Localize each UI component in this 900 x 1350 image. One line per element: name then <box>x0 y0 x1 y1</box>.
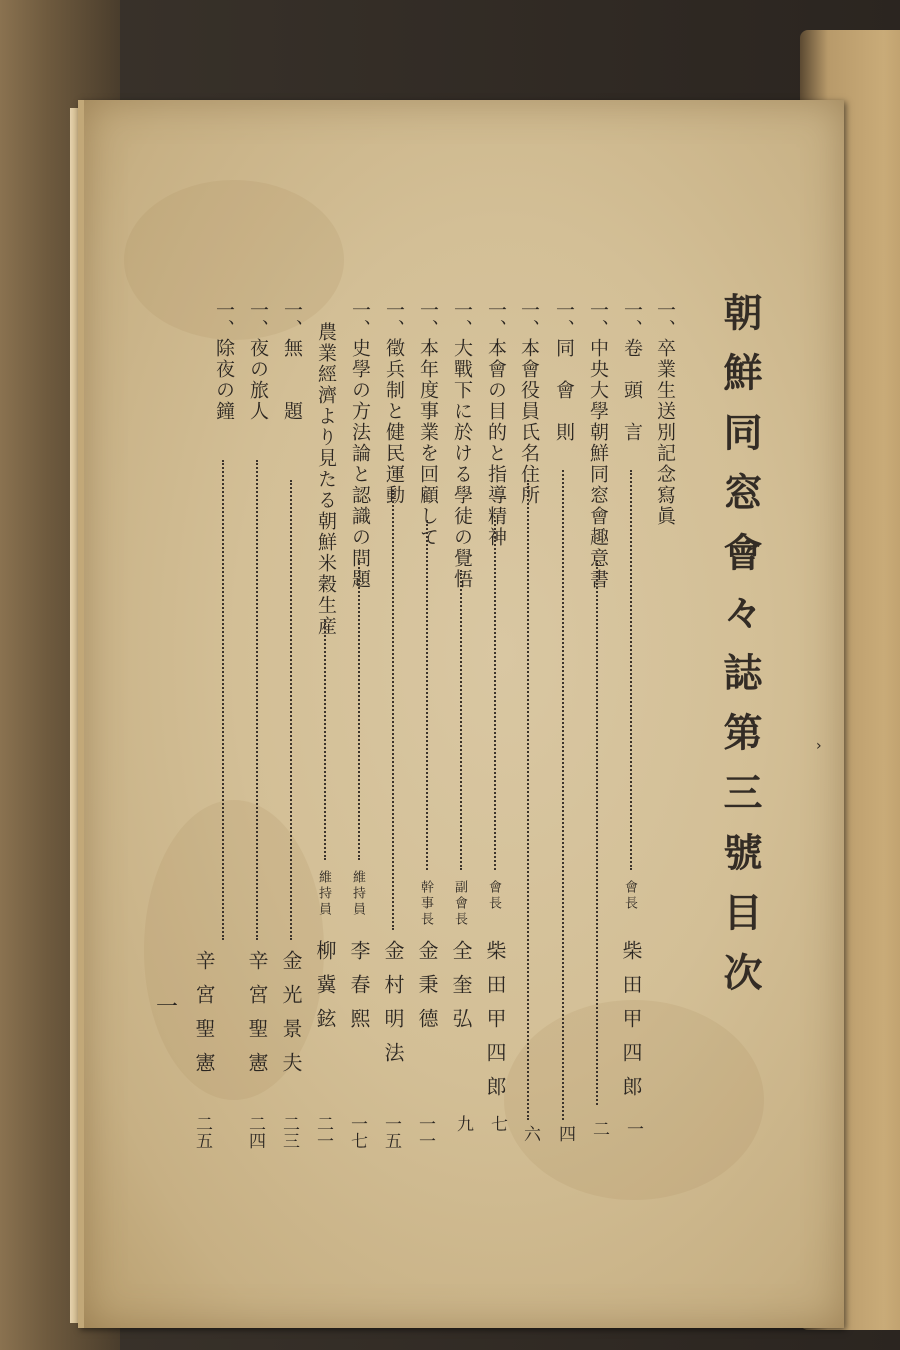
toc-entry: 一、大戰下に於ける學徒の覺悟 <box>451 300 473 590</box>
author-name: 全奎弘 <box>449 940 473 1042</box>
toc-entry: 一、中央大學朝鮮同窓會趣意書 <box>587 300 609 590</box>
leader-dots <box>324 620 326 860</box>
page-number: 七 <box>487 1115 507 1132</box>
toc-entry: 一、卒業生送別記念寫眞 <box>654 300 676 527</box>
toc-entry: 一、本年度事業を回顧して <box>417 300 439 548</box>
author-role: 維持員 <box>316 870 331 918</box>
toc-entry: 一、本會の目的と指導精神 <box>485 300 507 548</box>
author-name: 柴田甲四郎 <box>619 940 643 1110</box>
page-title: 朝鮮同窓會々誌第三號目次 <box>717 292 763 1012</box>
toc-entry: 一、夜の旅人 <box>247 300 269 422</box>
page-number: 二 <box>589 1120 609 1137</box>
page-number: 二一 <box>313 1115 333 1149</box>
leader-dots <box>596 560 598 1105</box>
author-name: 柴田甲四郎 <box>483 940 507 1110</box>
toc-entry: 一、卷 頭 言 <box>621 300 643 443</box>
author-role: 會長 <box>486 880 501 912</box>
page-number: 一一 <box>415 1115 435 1149</box>
author-name: 辛宮聖憲 <box>245 950 269 1086</box>
author-name: 金秉德 <box>415 940 439 1042</box>
toc-entry: 一、史學の方法論と認識の問題 <box>349 300 371 590</box>
author-name: 李春熙 <box>347 940 371 1042</box>
page-number: 一 <box>623 1120 643 1137</box>
author-role: 會長 <box>622 880 637 912</box>
leader-dots <box>527 480 529 1120</box>
author-role: 副會長 <box>452 880 467 928</box>
leader-dots <box>358 560 360 860</box>
margin-mark: › <box>816 738 822 754</box>
toc-entry: 一、除夜の鐘 <box>213 300 235 422</box>
toc-entry: 一、同 會 則 <box>553 300 575 443</box>
leader-dots <box>630 470 632 870</box>
page-number: 二五 <box>192 1115 212 1149</box>
toc-entry: 一、無 題 <box>281 300 303 422</box>
page-number: 二四 <box>245 1115 265 1149</box>
author-name: 辛宮聖憲 <box>192 950 216 1086</box>
author-name: 金光景夫 <box>279 950 303 1086</box>
leader-dots <box>460 570 462 870</box>
author-name: 金村明法 <box>381 940 405 1076</box>
folio-number: 一 <box>156 995 179 1020</box>
leader-dots <box>494 520 496 870</box>
leader-dots <box>256 460 258 940</box>
toc-entry: 農業經濟より見たる朝鮮米穀生産 <box>315 322 337 637</box>
page-number: 一五 <box>381 1115 401 1149</box>
leader-dots <box>426 520 428 870</box>
leader-dots <box>562 470 564 1120</box>
page-number: 四 <box>555 1125 575 1142</box>
page-number: 二三 <box>279 1115 299 1149</box>
leader-dots <box>290 480 292 940</box>
leader-dots <box>222 460 224 940</box>
page-number: 六 <box>520 1125 540 1142</box>
toc-entry: 一、本會役員氏名住所 <box>518 300 540 506</box>
leader-dots <box>392 490 394 930</box>
author-role: 幹事長 <box>418 880 433 928</box>
author-role: 維持員 <box>350 870 365 918</box>
page-number: 一七 <box>347 1115 367 1149</box>
page-number: 九 <box>453 1115 473 1132</box>
author-name: 柳冀鉉 <box>313 940 337 1042</box>
toc-entry: 一、徵兵制と健民運動 <box>383 300 405 506</box>
